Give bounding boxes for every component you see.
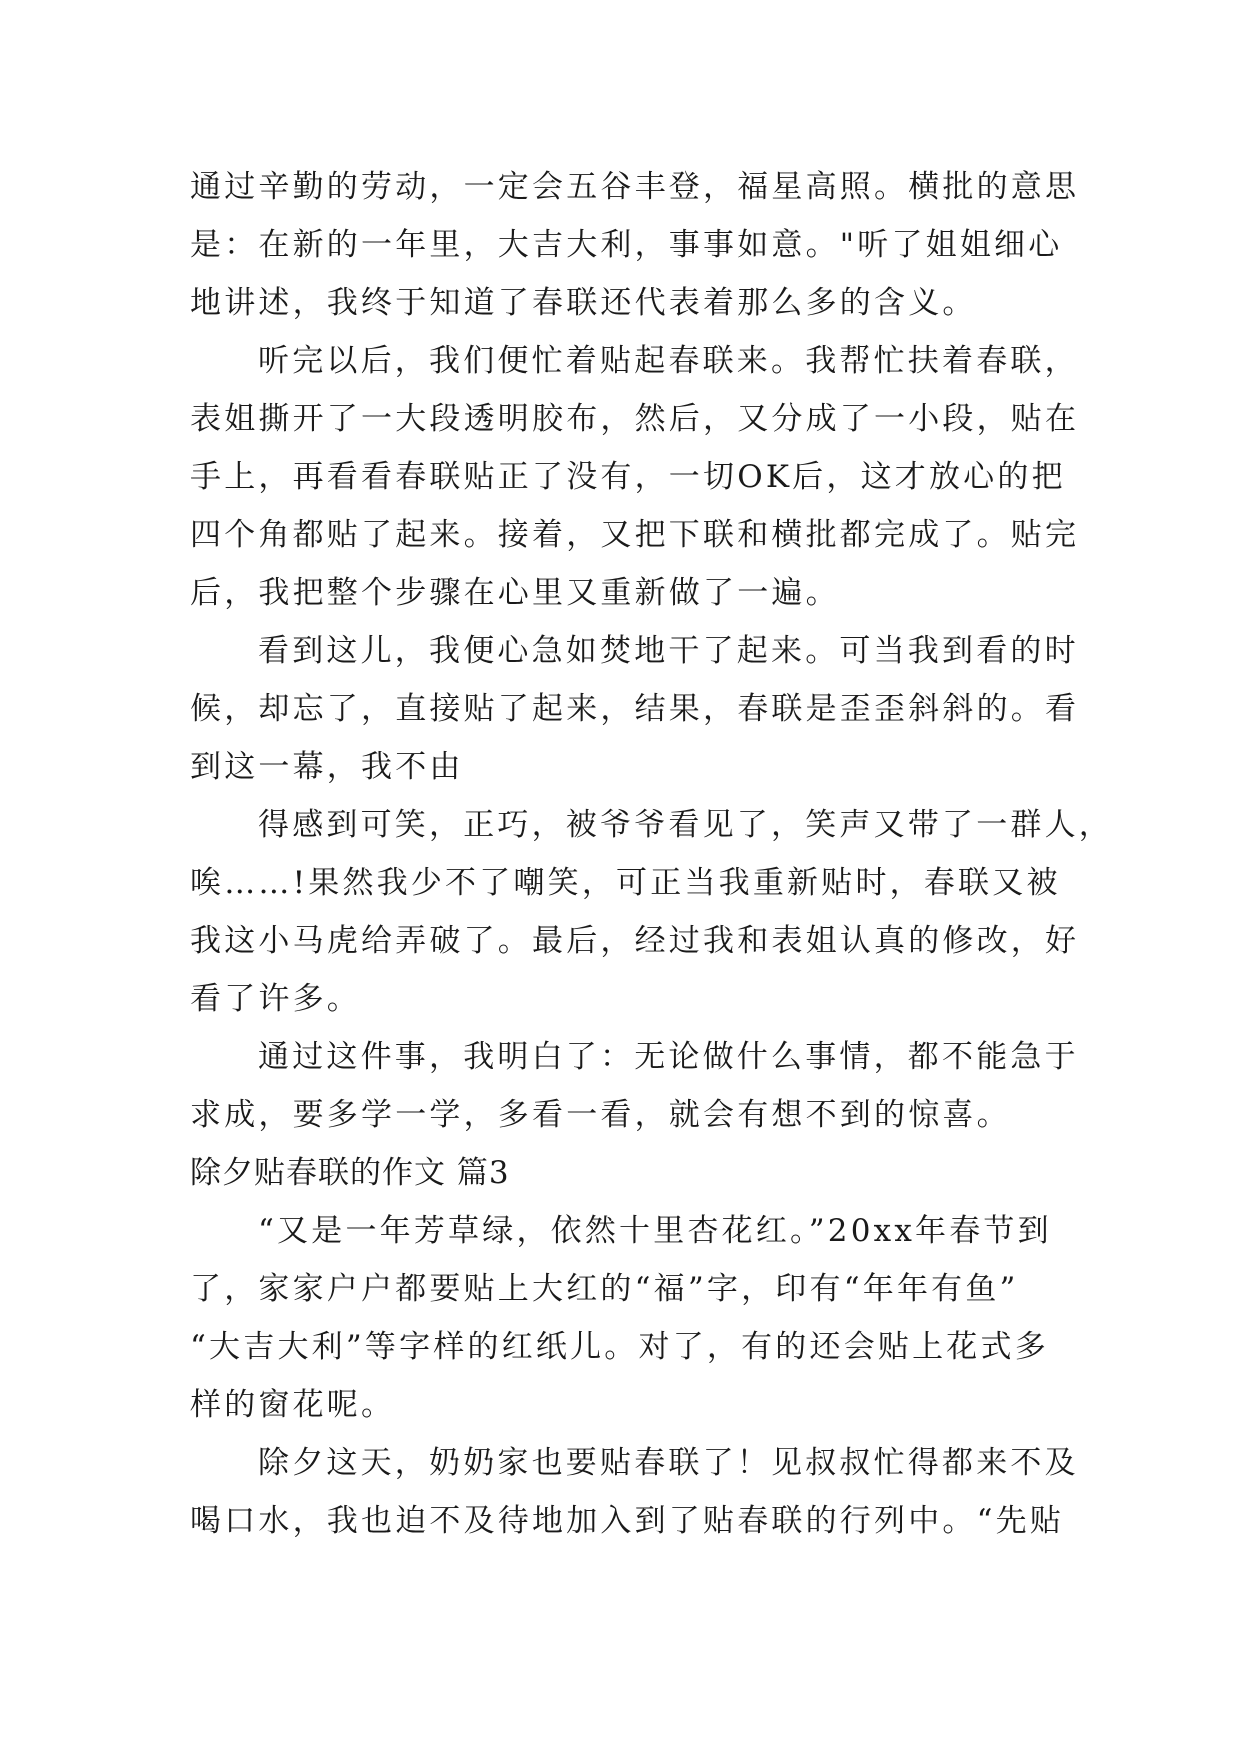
text-line: 到这一幕，我不由 bbox=[190, 749, 464, 785]
paragraph-start-line: 通过这件事，我明白了：无论做什么事情，都不能急于 bbox=[258, 1039, 1079, 1075]
paragraph-start-line: 听完以后，我们便忙着贴起春联来。我帮忙扶着春联， bbox=[258, 343, 1079, 379]
text-line: 地讲述，我终于知道了春联还代表着那么多的含义。 bbox=[190, 285, 977, 321]
text-line: 是：在新的一年里，大吉大利，事事如意。"听了姐姐细心 bbox=[190, 227, 1063, 263]
text-line: 求成，要多学一学，多看一看，就会有想不到的惊喜。 bbox=[190, 1097, 1011, 1133]
paragraph-start-line: “又是一年芳草绿，依然十里杏花红。”20xx年春节到 bbox=[258, 1213, 1052, 1249]
text-line: 看了许多。 bbox=[190, 981, 361, 1017]
paragraph-start-line: 看到这儿，我便心急如焚地干了起来。可当我到看的时 bbox=[258, 633, 1079, 669]
essay-body bbox=[190, 158, 1113, 1550]
section-heading: 除夕贴春联的作文 篇3 bbox=[190, 1155, 510, 1191]
text-line: 唉……!果然我少不了嘲笑，可正当我重新贴时，春联又被 bbox=[190, 865, 1061, 901]
text-line: 样的窗花呢。 bbox=[190, 1387, 396, 1423]
paragraph-start-line: 得感到可笑，正巧，被爷爷看见了，笑声又带了一群人， bbox=[258, 807, 1113, 843]
text-line: 表姐撕开了一大段透明胶布，然后，又分成了一小段，贴在 bbox=[190, 401, 1080, 437]
text-line: “大吉大利”等字样的红纸儿。对了，有的还会贴上花式多 bbox=[190, 1329, 1049, 1365]
text-line: 喝口水，我也迫不及待地加入到了贴春联的行列中。“先贴 bbox=[190, 1503, 1065, 1539]
text-line: 候，却忘了，直接贴了起来，结果，春联是歪歪斜斜的。看 bbox=[190, 691, 1080, 727]
text-line: 我这小马虎给弄破了。最后，经过我和表姐认真的修改，好 bbox=[190, 923, 1080, 959]
paragraph-start-line: 除夕这天，奶奶家也要贴春联了！见叔叔忙得都来不及 bbox=[258, 1445, 1079, 1481]
text-line: 手上，再看看春联贴正了没有，一切OK后，这才放心的把 bbox=[190, 459, 1066, 495]
text-line: 了，家家户户都要贴上大红的“福”字，印有“年年有鱼” bbox=[190, 1271, 1019, 1307]
text-line: 后，我把整个步骤在心里又重新做了一遍。 bbox=[190, 575, 840, 611]
text-line: 四个角都贴了起来。接着，又把下联和横批都完成了。贴完 bbox=[190, 517, 1080, 553]
text-line: 通过辛勤的劳动，一定会五谷丰登，福星高照。横批的意思 bbox=[190, 169, 1080, 205]
